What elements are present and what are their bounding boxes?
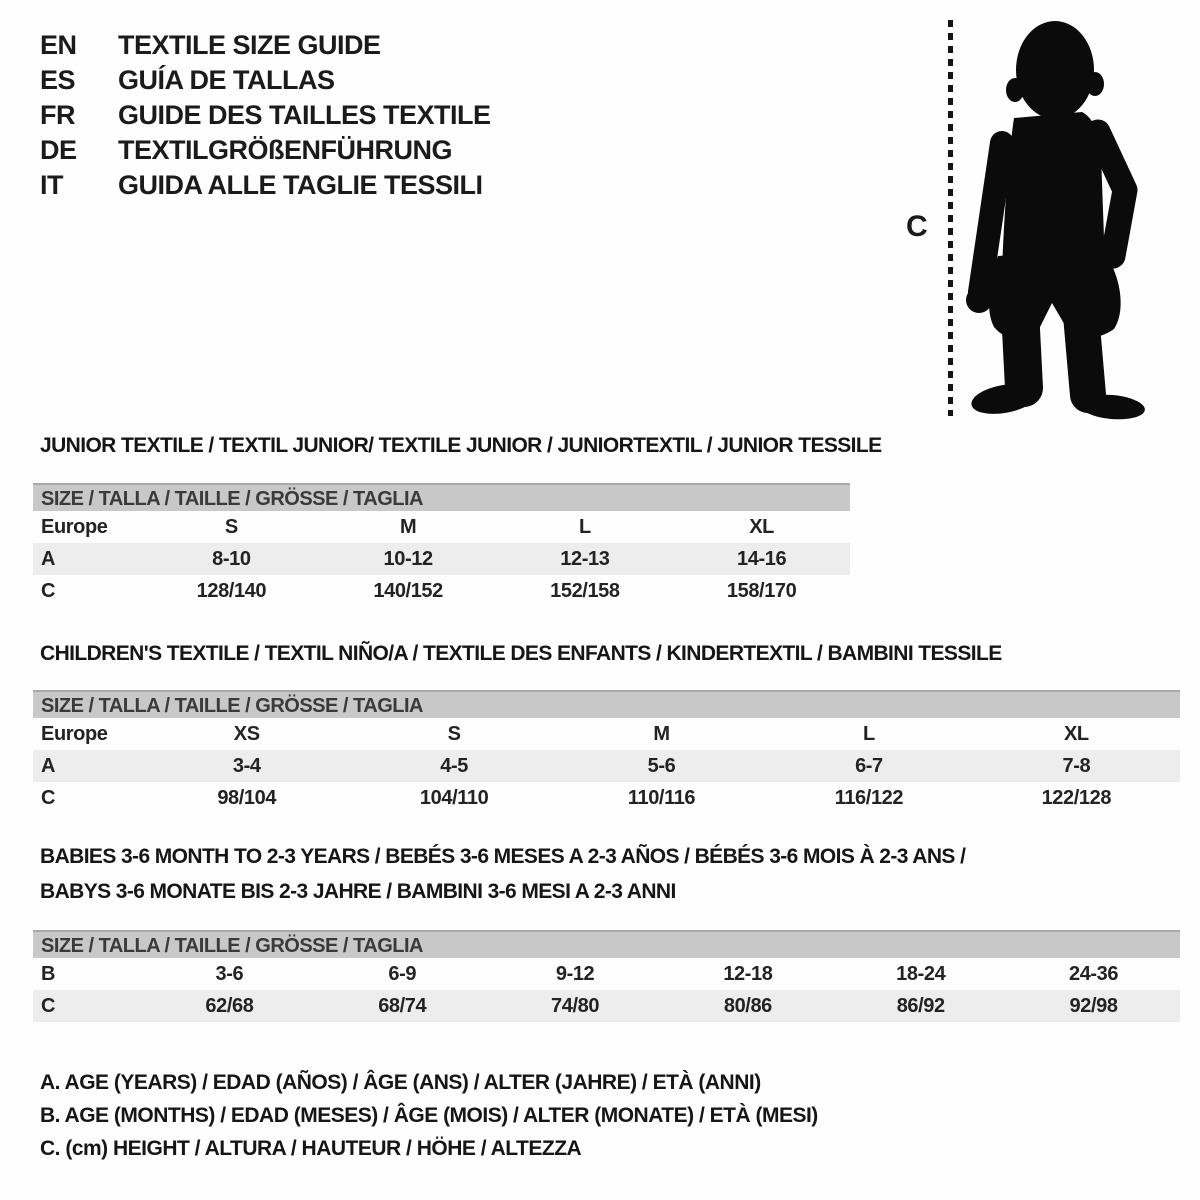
language-title: GUIDA ALLE TAGLIE TESSILI bbox=[118, 170, 483, 200]
language-code: ES bbox=[40, 65, 76, 95]
months-cell: 12-18 bbox=[723, 962, 773, 985]
children-section-title: CHILDREN'S TEXTILE / TEXTIL NIÑO/A / TEXTILE DES ENFANTS / KINDERTEXTIL / BAMBINI TESSILE bbox=[40, 642, 1002, 665]
junior-table-size-header: SIZE / TALLA / TAILLE / GRÖSSE / TAGLIA bbox=[33, 483, 850, 511]
age-cell: 6-7 bbox=[855, 754, 883, 777]
language-code: FR bbox=[40, 100, 75, 130]
size-cell: L bbox=[863, 722, 875, 745]
height-cell: 122/128 bbox=[1041, 786, 1112, 809]
height-cell: 62/68 bbox=[205, 994, 254, 1017]
row-label: A bbox=[41, 754, 56, 777]
height-cell: 74/80 bbox=[551, 994, 600, 1017]
babies-row-months bbox=[33, 958, 1180, 990]
row-label: Europe bbox=[41, 722, 108, 745]
legend-line-a: A. AGE (YEARS) / EDAD (AÑOS) / ÂGE (ANS) / ALTER (JAHRE) / ETÀ (ANNI) bbox=[40, 1071, 761, 1094]
children-size-table bbox=[33, 690, 1180, 814]
children-row-height bbox=[33, 782, 1180, 814]
age-cell: 12-13 bbox=[560, 547, 610, 570]
babies-row-height bbox=[33, 990, 1180, 1022]
junior-row-height bbox=[33, 575, 850, 607]
language-code: IT bbox=[40, 170, 63, 200]
language-row-fr bbox=[40, 98, 491, 133]
age-cell: 10-12 bbox=[383, 547, 433, 570]
legend-line-b: B. AGE (MONTHS) / EDAD (MESES) / ÂGE (MOIS) / ALTER (MONATE) / ETÀ (MESI) bbox=[40, 1104, 818, 1127]
age-cell: 14-16 bbox=[737, 547, 787, 570]
height-cell: 104/110 bbox=[419, 786, 489, 809]
language-row-es bbox=[40, 63, 491, 98]
height-cell: 152/158 bbox=[550, 579, 620, 602]
junior-size-table bbox=[33, 483, 850, 607]
row-label: C bbox=[41, 994, 56, 1017]
language-title-list bbox=[40, 28, 491, 203]
height-cell: 86/92 bbox=[896, 994, 945, 1017]
legend-line-c: C. (cm) HEIGHT / ALTURA / HAUTEUR / HÖHE / ALTEZZA bbox=[40, 1137, 582, 1160]
height-measure-dashed-line bbox=[948, 20, 953, 416]
months-cell: 6-9 bbox=[388, 962, 417, 985]
height-cell: 92/98 bbox=[1069, 994, 1118, 1017]
language-title: TEXTILE SIZE GUIDE bbox=[118, 30, 381, 60]
size-cell: M bbox=[399, 515, 417, 538]
size-cell: S bbox=[447, 722, 461, 745]
age-cell: 5-6 bbox=[647, 754, 676, 777]
language-title: GUIDE DES TAILLES TEXTILE bbox=[118, 100, 491, 130]
height-cell: 98/104 bbox=[217, 786, 277, 809]
age-cell: 7-8 bbox=[1062, 754, 1091, 777]
language-row-en bbox=[40, 28, 491, 63]
language-row-it bbox=[40, 168, 491, 203]
height-cell: 128/140 bbox=[196, 579, 267, 602]
baby-silhouette-image bbox=[962, 20, 1147, 422]
language-code: DE bbox=[40, 135, 77, 165]
row-label: C bbox=[41, 579, 56, 602]
size-cell: S bbox=[224, 515, 238, 538]
size-cell: XL bbox=[1063, 722, 1089, 745]
row-label: Europe bbox=[41, 515, 108, 538]
babies-section-title-line2: BABYS 3-6 MONATE BIS 2-3 JAHRE / BAMBINI 3-6 MESI A 2-3 ANNI bbox=[40, 880, 676, 903]
row-label: C bbox=[41, 786, 56, 809]
row-label: B bbox=[41, 962, 56, 985]
babies-table-size-header: SIZE / TALLA / TAILLE / GRÖSSE / TAGLIA bbox=[33, 930, 1180, 958]
size-cell: XS bbox=[233, 722, 260, 745]
height-cell: 110/116 bbox=[627, 786, 696, 809]
months-cell: 9-12 bbox=[555, 962, 595, 985]
size-cell: M bbox=[653, 722, 670, 745]
children-row-europe bbox=[33, 718, 1180, 750]
junior-row-age bbox=[33, 543, 850, 575]
language-row-de bbox=[40, 133, 491, 168]
age-cell: 8-10 bbox=[212, 547, 251, 570]
height-cell: 68/74 bbox=[378, 994, 427, 1017]
legend bbox=[40, 1066, 818, 1165]
age-cell: 3-4 bbox=[232, 754, 261, 777]
children-table-size-header: SIZE / TALLA / TAILLE / GRÖSSE / TAGLIA bbox=[33, 690, 1180, 718]
language-code: EN bbox=[40, 30, 77, 60]
junior-row-europe bbox=[33, 511, 850, 543]
children-row-age bbox=[33, 750, 1180, 782]
height-cell: 158/170 bbox=[726, 579, 797, 602]
babies-size-table bbox=[33, 930, 1180, 1022]
months-cell: 24-36 bbox=[1068, 962, 1119, 985]
size-cell: L bbox=[578, 515, 591, 538]
height-cell: 116/122 bbox=[834, 786, 904, 809]
height-cell: 80/86 bbox=[723, 994, 772, 1017]
months-cell: 18-24 bbox=[896, 962, 946, 985]
age-cell: 4-5 bbox=[440, 754, 468, 777]
size-cell: XL bbox=[749, 515, 774, 538]
height-cell: 140/152 bbox=[373, 579, 443, 602]
language-title: TEXTILGRÖßENFÜHRUNG bbox=[118, 135, 452, 165]
months-cell: 3-6 bbox=[215, 962, 244, 985]
babies-section-title-line1: BABIES 3-6 MONTH TO 2-3 YEARS / BEBÉS 3-6 MESES A 2-3 AÑOS / BÉBÉS 3-6 MOIS À 2-3 ANS / bbox=[40, 845, 966, 868]
junior-section-title: JUNIOR TEXTILE / TEXTIL JUNIOR/ TEXTILE JUNIOR / JUNIORTEXTIL / JUNIOR TESSILE bbox=[40, 434, 882, 457]
height-measure-label: C bbox=[906, 210, 928, 243]
language-title: GUÍA DE TALLAS bbox=[118, 65, 335, 95]
row-label: A bbox=[41, 547, 56, 570]
